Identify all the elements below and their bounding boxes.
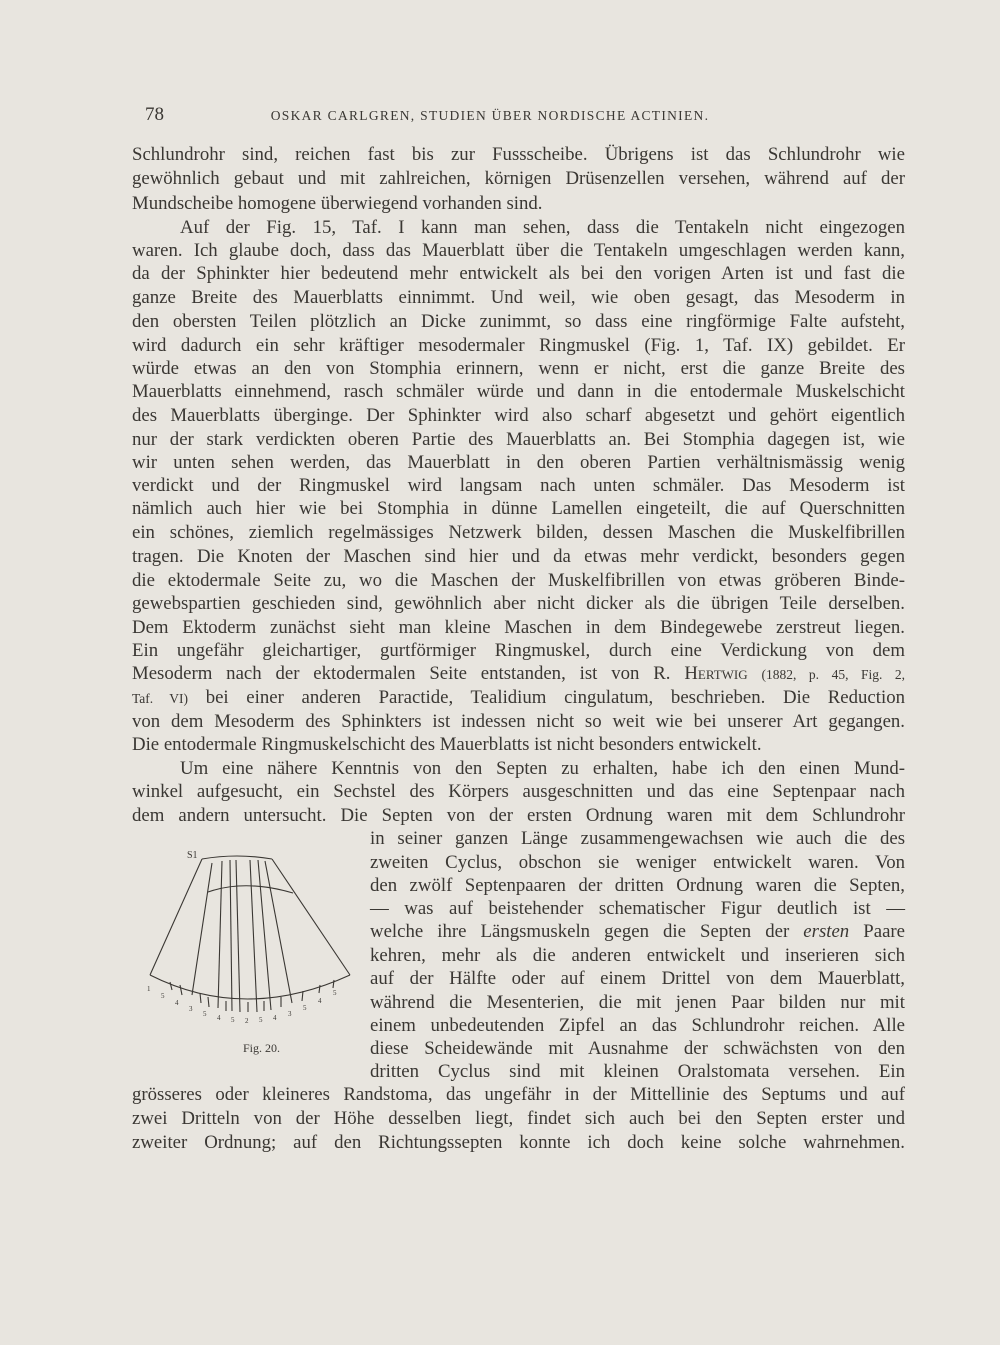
page-header	[145, 104, 735, 134]
figure-bottom-label: 4	[273, 1014, 277, 1022]
figure-bottom-label: 5	[231, 1016, 235, 1024]
mesentery-line	[319, 985, 320, 993]
figure-bottom-label: 5	[333, 989, 337, 997]
text-line: Um eine nähere Kenntnis von den Septen zu erhalten, habe ich den einen Mund-	[180, 758, 905, 779]
text-line-hertwig	[132, 662, 905, 685]
figure-bottom-label: 1	[147, 985, 151, 993]
text-line-ersten	[370, 920, 905, 943]
text-line: gewebspartien geschieden sind, gewöhnlich aber nicht dicker als die übrigen Teile derselben.	[132, 593, 905, 614]
emphasis: ersten	[803, 921, 850, 942]
mesentery-line	[333, 980, 334, 988]
mesentery-line	[200, 993, 201, 1003]
septum-line	[218, 861, 222, 1008]
text-line: zwei Dritteln von der Höhe desselben liegt, findet sich auch bei den Septen erster und	[132, 1108, 905, 1129]
figure-bottom-label: 5	[203, 1010, 207, 1018]
text-line: dritten Cyclus sind mit kleinen Oralstomata versehen. Ein	[370, 1061, 905, 1082]
text-line: verdickt und der Ringmuskel wird langsam nach unten schmäler. Das Mesoderm ist	[132, 475, 905, 496]
figure-bottom-label: 4	[217, 1014, 221, 1022]
text-line: des Mauerblatts überginge. Der Sphinkter wird also scharf abgesetzt und gehört eigentlich	[132, 405, 905, 426]
text-line: von dem Mesoderm des Sphinkters ist indessen nicht so weit wie bei unserer Art gegangen.	[132, 711, 905, 732]
page-number: 78	[145, 104, 164, 125]
text-line: da der Sphinkter hier bedeutend mehr entwickelt als bei den vorigen Arten ist und fast die	[132, 263, 905, 284]
text-line: würde etwas an den von Stomphia erinnern, wenn er nicht, erst die ganze Breite des	[132, 358, 905, 379]
text-line: den zwölf Septenpaaren der dritten Ordnung waren die Septen,	[370, 875, 905, 896]
text-line: Die entodermale Ringmuskelschicht des Mauerblatts ist nicht besonders entwickelt.	[132, 734, 762, 755]
text-line: Mauerblatts einnehmend, rasch schmäler würde und dann in die entodermale Muskelschicht	[132, 381, 905, 402]
text-line: wird dadurch ein sehr kräftiger mesodermaler Ringmuskel (Fig. 1, Taf. IX) gebildet. Er	[132, 335, 905, 356]
text-segment: Mesoderm nach der ektodermalen Seite entstanden, ist von R.	[132, 663, 671, 684]
text-line: nämlich auch hier wie bei Stomphia in dünne Lamellen eingeteilt, die auf Querschnitten	[132, 498, 905, 519]
citation: (1882, p. 45, Fig. 2,	[761, 667, 906, 682]
figure-caption: Fig. 20.	[243, 1041, 281, 1055]
septum-line	[236, 860, 240, 1012]
text-line: — was auf beistehender schematischer Figur deutlich ist —	[370, 898, 905, 919]
text-line: zweiten Cyclus, obschon sie weniger entwickelt waren. Von	[370, 852, 905, 873]
text-line: zweiter Ordnung; auf den Richtungssepten konnte ich doch keine solche wahrnehmen.	[132, 1132, 905, 1153]
septum-line	[230, 860, 232, 1011]
septum-line	[192, 863, 212, 995]
text-line: Mundscheibe homogene überwiegend vorhanden sind.	[132, 193, 543, 214]
text-line: Schlundrohr sind, reichen fast bis zur Fussscheibe. Übrigens ist das Schlundrohr wie	[132, 144, 905, 165]
figure-bottom-label: 5	[303, 1004, 307, 1012]
figure-bottom-label: 4	[318, 997, 322, 1005]
text-line: ganze Breite des Mauerblatts einnimmt. Und weil, wie oben gesagt, das Mesoderm in	[132, 287, 905, 308]
text-line: auf der Hälfte oder auf einem Drittel von dem Mauerblatt,	[370, 968, 905, 989]
septum-line	[250, 860, 257, 1012]
text-line: wir unten sehen werden, das Mauerblatt in den oberen Partien verhältnismässig wenig	[132, 452, 905, 473]
plate-reference: Taf. VI)	[132, 691, 189, 706]
text-line: den obersten Teilen plötzlich an Dicke zunimmt, so dass eine ringförmige Falte aufsteht,	[132, 311, 905, 332]
author-name: Hertwig	[684, 663, 748, 684]
text-line: tragen. Die Knoten der Maschen sind hier und da etwas mehr verdickt, besonders gegen	[132, 546, 905, 567]
figure-bottom-label: 3	[288, 1010, 292, 1018]
text-line: dem andern untersucht. Die Septen von der ersten Ordnung waren mit dem Schlundrohr	[132, 805, 905, 826]
text-line: ein schönes, ziemlich regelmässiges Netzwerk bilden, dessen Maschen die Muskelfibrillen	[132, 522, 905, 543]
text-line-taf	[132, 686, 905, 709]
text-line: einem unbedeutenden Zipfel an das Schlundrohr reichen. Alle	[370, 1015, 905, 1036]
text-line: kehren, mehr als die anderen entwickelt und inserieren sich	[370, 945, 905, 966]
figure-bottom-label: 3	[189, 1005, 193, 1013]
figure-bottom-label: 4	[175, 999, 179, 1007]
outer-arc-top	[202, 856, 272, 859]
figure-bottom-label: 5	[259, 1016, 263, 1024]
text-line: in seiner ganzen Länge zusammengewachsen wie auch die des	[370, 828, 905, 849]
text-segment: Paare	[863, 921, 905, 942]
text-line: nur der stark verdickten oberen Partie des Mauerblatts an. Bei Stomphia dagegen ist, wie	[132, 429, 905, 450]
text-line: waren. Ich glaube doch, dass das Mauerblatt über die Tentakeln umgeschlagen werden kann,	[132, 240, 905, 261]
text-line: Dem Ektoderm zunächst sieht man kleine Maschen in dem Bindegewebe zerstreut liegen.	[132, 617, 905, 638]
figure-label-top: S1	[187, 850, 198, 861]
text-line: gewöhnlich gebaut und mit zahlreichen, körnigen Drüsenzellen versehen, während auf der	[132, 168, 905, 189]
text-segment: bei einer anderen Paractide, Tealidium cingulatum, beschrieben. Die Reduction	[205, 687, 905, 708]
text-segment: welche ihre Längsmuskeln gegen die Septen der	[370, 921, 790, 942]
text-line: diese Scheidewände mit Ausnahme der schwächsten von den	[370, 1038, 905, 1059]
figure-bottom-label: 2	[245, 1017, 249, 1025]
mesentery-line	[208, 997, 209, 1007]
septa-diagram	[140, 845, 360, 1045]
text-line: die ektodermale Seite zu, wo die Maschen der Muskelfibrillen von etwas gröberen Binde-	[132, 570, 905, 591]
text-line: Auf der Fig. 15, Taf. I kann man sehen, dass die Tentakeln nicht eingezogen	[180, 217, 905, 238]
text-line: während die Mesenterien, die mit jenen Paar bilden nur mit	[370, 992, 905, 1013]
running-title: OSKAR CARLGREN, STUDIEN ÜBER NORDISCHE ACTINIEN.	[270, 108, 710, 123]
septa-schematic-figure	[140, 845, 360, 1045]
text-line: grösseres oder kleineres Randstoma, das ungefähr in der Mittellinie des Septums und auf	[132, 1084, 905, 1105]
text-line: Ein ungefähr gleichartiger, gurtförmiger Ringmuskel, durch eine Verdickung von dem	[132, 640, 905, 661]
left-boundary-line	[150, 859, 202, 975]
mesentery-line	[180, 985, 182, 995]
figure-bottom-label: 5	[161, 992, 165, 1000]
text-line: winkel aufgesucht, ein Sechstel des Körpers ausgeschnitten und das eine Septenpaar nach	[132, 781, 905, 802]
mesentery-line	[170, 982, 172, 990]
